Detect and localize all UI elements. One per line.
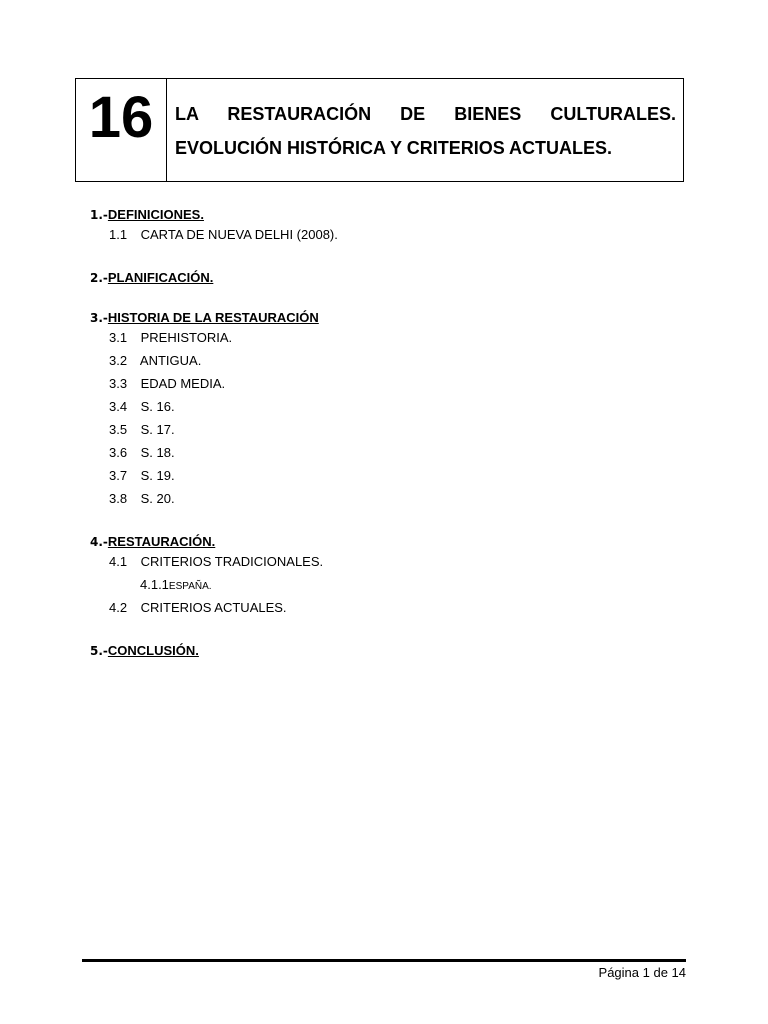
toc-section-title: PLANIFICACIÓN. [107, 270, 214, 285]
toc-item-label: PREHISTORIA. [140, 330, 233, 345]
toc-item [90, 487, 690, 510]
toc-item-number: 3.4 [109, 399, 128, 414]
toc-section-heading [90, 533, 690, 550]
toc-item-number: 3.5 [109, 422, 128, 437]
toc-section-number: 3.- [90, 311, 108, 325]
toc-item-label: CRITERIOS ACTUALES. [140, 600, 287, 615]
toc-item-label: S. 16. [140, 399, 175, 414]
toc-item [90, 223, 690, 246]
toc-item-number: 3.7 [109, 468, 128, 483]
toc-section-number: 5.- [90, 644, 108, 658]
toc-item-label: CRITERIOS TRADICIONALES. [140, 554, 324, 569]
toc-item [90, 573, 690, 596]
toc-item-number: 1.1 [109, 227, 128, 242]
toc-section-heading [90, 642, 690, 659]
toc-item-number: 4.1.1 [140, 577, 169, 592]
toc-item [90, 441, 690, 464]
table-of-contents [90, 206, 690, 682]
toc-section-heading [90, 269, 690, 286]
toc-item-label: S. 19. [140, 468, 175, 483]
toc-item [90, 418, 690, 441]
page-number: Página 1 de 14 [598, 965, 686, 980]
toc-item-label: ESPAÑA. [168, 581, 212, 592]
toc-item-label: CARTA DE NUEVA DELHI (2008). [140, 227, 338, 242]
toc-section [90, 533, 690, 619]
toc-item-label: S. 18. [140, 445, 175, 460]
chapter-title-line-1: LA RESTAURACIÓN DE BIENES CULTURALES. [175, 104, 676, 124]
toc-item [90, 596, 690, 619]
toc-item-number: 3.8 [109, 491, 128, 506]
toc-item [90, 349, 690, 372]
toc-section-heading [90, 309, 690, 326]
toc-section [90, 269, 690, 286]
toc-item-number: 4.1 [109, 554, 128, 569]
toc-item-number: 3.3 [109, 376, 128, 391]
toc-section [90, 206, 690, 246]
toc-section-heading [90, 206, 690, 223]
chapter-title-line-2: EVOLUCIÓN HISTÓRICA Y CRITERIOS ACTUALES. [175, 138, 613, 158]
toc-section-title: DEFINICIONES. [107, 207, 204, 222]
chapter-title [167, 79, 683, 181]
toc-item [90, 464, 690, 487]
toc-item-label: S. 17. [140, 422, 175, 437]
chapter-header [75, 78, 684, 182]
toc-item-number: 3.6 [109, 445, 128, 460]
toc-section-title: CONCLUSIÓN. [107, 643, 199, 658]
toc-item-number: 4.2 [109, 600, 128, 615]
toc-item-label: ANTIGUA. [139, 353, 202, 368]
toc-item-label: EDAD MEDIA. [140, 376, 226, 391]
toc-item [90, 372, 690, 395]
toc-section-title: RESTAURACIÓN. [107, 534, 216, 549]
toc-item-number: 3.1 [109, 330, 128, 345]
footer-divider [82, 959, 686, 962]
toc-item [90, 395, 690, 418]
chapter-number: 16 [76, 79, 167, 181]
toc-section-number: 4.- [90, 535, 108, 549]
toc-section-number: 2.- [90, 271, 108, 285]
toc-section-number: 1.- [90, 208, 108, 222]
toc-section [90, 309, 690, 510]
toc-item-label: S. 20. [140, 491, 175, 506]
toc-item [90, 550, 690, 573]
toc-item [90, 326, 690, 349]
toc-section-title: HISTORIA DE LA RESTAURACIÓN [107, 310, 319, 325]
toc-section [90, 642, 690, 659]
toc-item-number: 3.2 [109, 353, 128, 368]
